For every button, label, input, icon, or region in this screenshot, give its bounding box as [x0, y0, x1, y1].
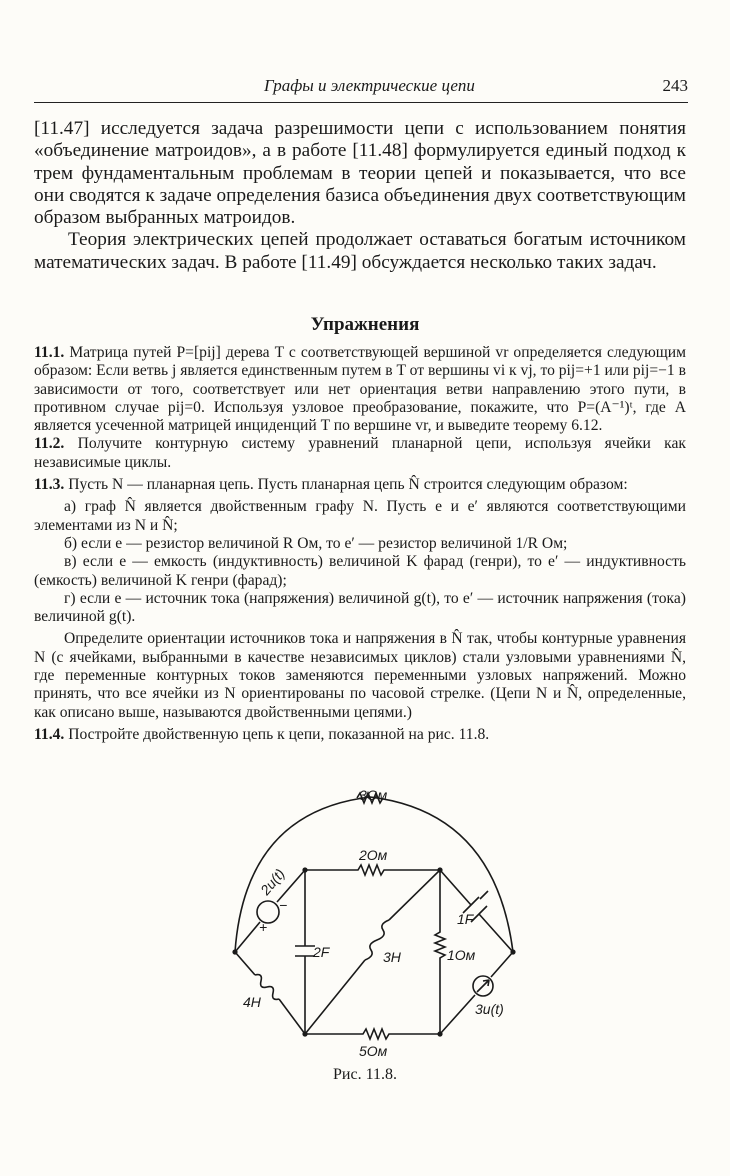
node-bottom-right: [437, 1031, 442, 1036]
exercise-11-3-e: Определите ориентации источников тока и напряжения в N̂ так, чтобы контурные уравнения N (с ячейками, выбранными в качестве независимых циклов) стали узловыми уравнениями N̂, где переменные контурных токов заменяются переменными узловых напряжений. Можно принять, что все ячейки из N ориентированы по часовой стрелке. (Цепи N и N̂, определенные, как описано выше, называются двойственными цепями.): [34, 630, 686, 721]
label-1-ohm: 1Ом: [447, 947, 476, 963]
node-right: [510, 949, 515, 954]
exercise-number: 11.4.: [34, 725, 65, 743]
exercise-number: 11.1.: [34, 344, 65, 361]
top-wire: [305, 865, 440, 875]
label-1f: 1F: [457, 911, 474, 927]
exercise-11-3-d: г) если e — источник тока (напряжения) величиной g(t), то e′ — источник напряжения (тока) величиной g(t).: [34, 589, 686, 626]
right-upper-wire: [440, 870, 513, 952]
exercise-11-3-b: б) если e — резистор величиной R Ом, то e′ — резистор величиной 1/R Ом;: [64, 534, 568, 552]
page-header: [34, 74, 688, 103]
bottom-wire: [305, 1029, 440, 1039]
intro-paragraph-2: Теория электрических цепей продолжает оставаться богатым источником математических задач. В работе [11.49] обсуждается несколько таких задач.: [34, 229, 686, 273]
label-3-ohm: 3Ом: [359, 787, 388, 803]
exercise-11-1: 11.1. Матрица путей P=[pij] дерева T с соответствующей вершиной vr определяется следующим образом: Если ветвь j является единственным путем в T от вершины vi к vj, то pij=+1 или pij=−1 в зависимости от того, соответствует или нет ориентация ветви направлению этого пути, в противном случае pij=0. Используя узловое преобразование, покажите, что P=(A⁻¹)ᵗ, где A является усеченной матрицей инциденций T по вершине vr, и выведите теорему 6.12.: [34, 344, 686, 435]
exercise-11-3: 11.3. Пусть N — планарная цепь. Пусть планарная цепь N̂ строится следующим образом:: [34, 476, 628, 494]
circuit-diagram: [225, 782, 525, 1062]
exercise-number: 11.3.: [34, 476, 65, 494]
label-2f: 2F: [313, 944, 330, 960]
exercise-11-4: 11.4. Постройте двойственную цепь к цепи, показанной на рис. 11.8.: [34, 725, 490, 743]
exercise-11-3-a: а) граф N̂ является двойственным графу N. Пусть e и e′ являются соответствующими элементами из N и N̂;: [34, 498, 686, 534]
right-vertical-wire: [435, 870, 445, 1034]
intro-text: [34, 118, 686, 274]
label-3u-source: 3u(t): [475, 1001, 504, 1017]
diagonal-wire: [305, 960, 365, 1034]
label-2u-source: 2u(t): [257, 865, 288, 898]
exercise-11-3-c: в) если e — емкость (индуктивность) величиной K фарад (генри), то e′ — индуктивность (емкость) величиной K генри (фарад);: [34, 553, 686, 589]
exercises-list: [34, 344, 686, 744]
running-title: Графы и электрические цепи: [264, 76, 475, 95]
exercise-11-2: 11.2. Получите контурную систему уравнений планарной цепи, используя ячейки как независимые циклы.: [34, 435, 686, 471]
figure-caption: Рис. 11.8.: [333, 1066, 397, 1083]
capacitor-2f: [295, 946, 315, 956]
node-top-right: [437, 867, 442, 872]
label-plus: +: [259, 919, 268, 935]
section-title: Упражнения: [310, 314, 420, 335]
page-number: 243: [662, 76, 688, 95]
label-3h: 3H: [383, 949, 401, 965]
label-2-ohm: 2Ом: [359, 847, 388, 863]
node-left: [232, 949, 237, 954]
label-4h: 4H: [243, 994, 261, 1010]
exercise-number: 11.2.: [34, 435, 65, 453]
intro-paragraph-1: [11.47] исследуется задача разрешимости цепи с использованием понятия «объединение матроидов», а в работе [11.48] формулируется единый подход к трем фундаментальным проблемам в теории цепей и показывается, что все они сводятся к задаче определения базиса объединения двух соответствующим образом выбранных матроидов.: [34, 118, 686, 229]
node-bottom-left: [302, 1031, 307, 1036]
node-top-left: [302, 867, 307, 872]
label-5-ohm: 5Ом: [359, 1043, 388, 1059]
left-lower-wire: [235, 952, 255, 975]
label-minus: −: [279, 897, 288, 913]
